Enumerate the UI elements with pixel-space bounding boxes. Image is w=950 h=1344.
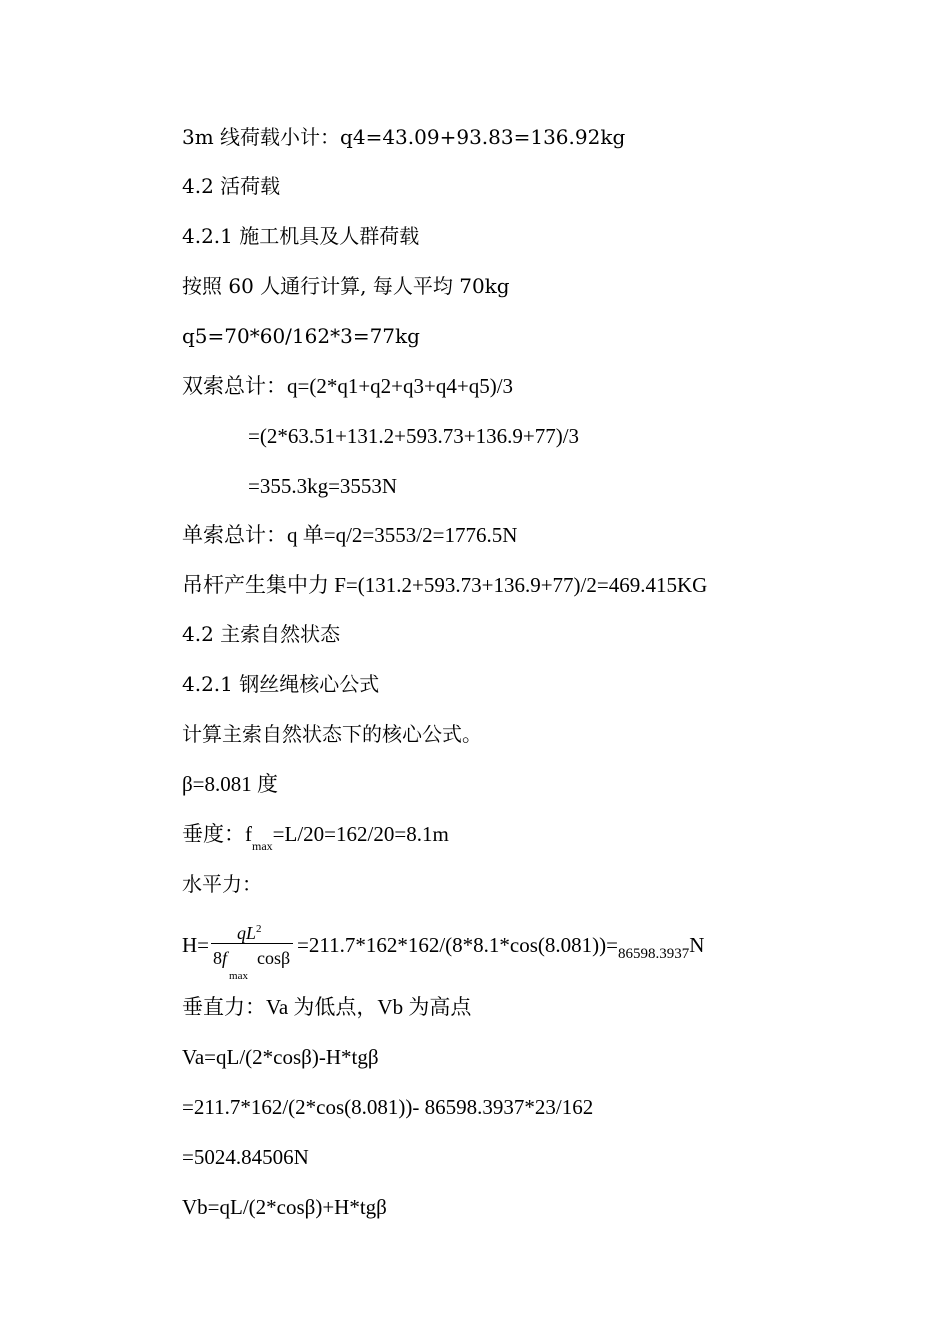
h-result: 86598.3937 (617, 946, 690, 962)
h-numerator-exponent: 2 (256, 923, 262, 936)
fraction-bar (211, 943, 293, 944)
text-line-core-formula-desc: 计算主索自然状态下的核心公式。 (182, 722, 482, 746)
sag-label: 垂度：f (182, 822, 252, 846)
h-fraction (211, 917, 295, 983)
text-line-single-cable-total: 单索总计：q 单=q/2=3553/2=1776.5N (182, 523, 518, 547)
h-den-cos: cosβ (257, 948, 291, 969)
text-line-vb-formula: Vb=qL/(2*cosβ)+H*tgβ (182, 1195, 387, 1219)
text-line-va-result: =5024.84506N (182, 1145, 309, 1169)
h-denominator (213, 947, 291, 983)
text-line-sag (182, 819, 449, 853)
text-line-q5: q5=70*60/162*3=77kg (182, 324, 420, 348)
h-numerator (237, 919, 262, 943)
sag-subscript: max (252, 839, 273, 853)
sag-expression: =L/20=162/20=8.1m (272, 822, 449, 846)
text-line-double-cable-result: =355.3kg=3553N (248, 474, 398, 498)
h-numerator-text: qL (237, 923, 257, 944)
h-unit: N (689, 933, 705, 957)
heading-live-load: 4.2 活荷载 (182, 174, 281, 198)
text-line-vertical-force-label: 垂直力：Va 为低点，Vb 为高点 (182, 995, 472, 1019)
heading-main-cable: 4.2 主索自然状态 (182, 622, 341, 646)
text-line-people: 按照 60 人通行计算, 每人平均 70kg (182, 274, 510, 298)
text-line-hanger-force: 吊杆产生集中力 F=(131.2+593.73+136.9+77)/2=469.415KG (182, 573, 708, 597)
h-expression: =211.7*162*162/(8*8.1*cos(8.081))= (297, 933, 618, 957)
h-formula (182, 915, 705, 983)
h-prefix: H= (182, 933, 210, 957)
h-den-subscript: max (229, 970, 248, 983)
text-line-va-expression: =211.7*162/(2*cos(8.081))- 86598.3937*23/162 (182, 1095, 594, 1119)
text-line-beta: β=8.081 度 (182, 772, 279, 796)
h-den-coefficient: 8 (213, 948, 223, 969)
text-line-double-cable-total: 双索总计：q=(2*q1+q2+q3+q4+q5)/3 (182, 374, 514, 398)
heading-construction-load: 4.2.1 施工机具及人群荷载 (182, 224, 420, 248)
text-line-q4-subtotal: 3m 线荷载小计：q4=43.09+93.83=136.92kg (182, 125, 626, 149)
text-line-va-formula: Va=qL/(2*cosβ)-H*tgβ (182, 1045, 379, 1069)
heading-core-formula: 4.2.1 钢丝绳核心公式 (182, 672, 380, 696)
h-den-variable: f (222, 948, 228, 969)
text-line-double-cable-expr: =(2*63.51+131.2+593.73+136.9+77)/3 (248, 424, 580, 448)
text-line-horizontal-force-label: 水平力： (182, 872, 262, 896)
